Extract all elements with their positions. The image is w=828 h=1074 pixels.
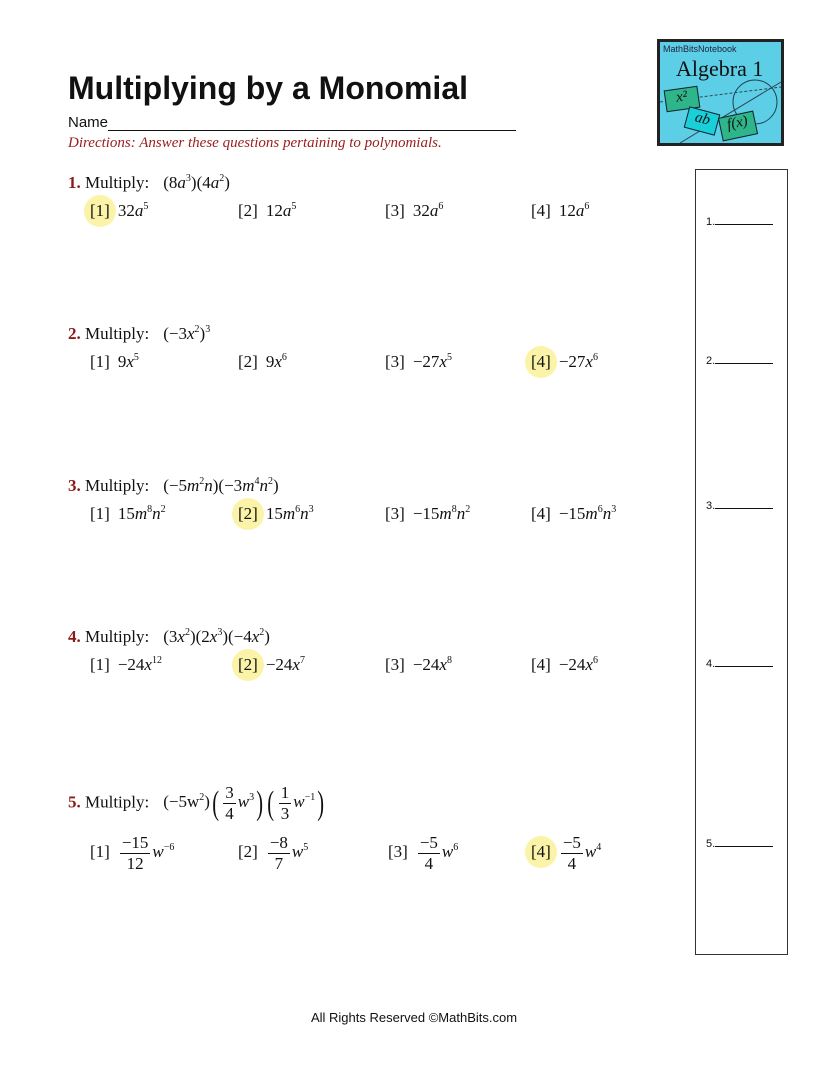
choice-expression [266, 201, 297, 220]
choice-expression [559, 833, 602, 873]
math-token: (−3 [163, 324, 187, 343]
answer-choice-3[interactable] [388, 833, 458, 874]
choice-label: [4] [531, 201, 551, 220]
math-token: 2 [259, 627, 265, 638]
math-token: ) [317, 784, 325, 822]
answer-choice-3[interactable] [385, 504, 470, 524]
math-token: x [585, 352, 593, 371]
math-token: w [441, 842, 454, 862]
fraction-part: 4 [225, 804, 234, 823]
math-token: 5 [446, 352, 452, 363]
fraction [268, 833, 290, 874]
answer-choice-4[interactable] [531, 201, 589, 221]
question-number: 2. [68, 324, 81, 343]
question-prompt: Multiply: [85, 792, 150, 812]
math-token: 3 [308, 504, 314, 515]
math-token: ) [204, 792, 210, 812]
fraction-part: 3 [225, 783, 234, 802]
choice-expression [118, 201, 149, 220]
math-token: x [439, 655, 447, 674]
answer-line[interactable] [715, 353, 773, 364]
math-token: x [251, 627, 260, 646]
algebra-1-logo [657, 39, 784, 146]
choice-expression [413, 201, 444, 220]
math-token: 15 [117, 504, 135, 523]
math-token: w [152, 842, 164, 862]
math-token: m [282, 504, 296, 523]
choice-expression [266, 504, 314, 523]
choice-label: [1] [90, 504, 110, 523]
choice-label: [3] [385, 352, 405, 371]
math-token: 12 [265, 201, 283, 220]
choice-label: [3] [385, 504, 405, 523]
directions: Directions: Answer these questions pertaining to polynomials. [68, 135, 442, 151]
math-token: 2 [199, 792, 205, 804]
question-expression [163, 476, 278, 495]
fraction-part: 4 [424, 854, 434, 873]
math-token: m [439, 504, 452, 523]
choice-expression [118, 655, 162, 674]
answer-choice-1[interactable] [90, 352, 139, 372]
math-token: −27 [412, 352, 440, 371]
name-label: Name [68, 114, 109, 131]
choice-expression [118, 504, 166, 523]
math-token: −6 [163, 842, 175, 854]
math-token: 5 [143, 201, 149, 212]
math-token: 8 [147, 504, 153, 515]
answer-slot[interactable] [706, 836, 773, 850]
math-token: m [186, 476, 200, 495]
choice-expression [559, 504, 616, 523]
math-token: )(2 [189, 627, 210, 646]
logo-tile: f(x) [718, 111, 758, 142]
choice-label: [3] [388, 842, 408, 862]
math-token: −15 [412, 504, 440, 523]
highlighted-choice-label: [4] [531, 352, 551, 371]
answer-choice-1[interactable] [90, 655, 162, 675]
math-token: 9 [265, 352, 275, 371]
math-token: 6 [295, 504, 301, 515]
math-token: 3 [611, 504, 617, 515]
math-token: 6 [453, 842, 459, 854]
question-5 [68, 783, 327, 824]
question-1 [68, 173, 230, 193]
fraction [223, 783, 236, 824]
math-token: a [429, 201, 439, 220]
answer-choice-1[interactable] [90, 833, 174, 874]
logo-tile: ab [684, 106, 721, 136]
math-token: 7 [299, 655, 305, 666]
fraction [279, 783, 292, 824]
fraction-part: −8 [269, 833, 288, 852]
math-token: x [292, 655, 300, 674]
footer-copyright: All Rights Reserved ©MathBits.com [310, 1010, 518, 1025]
math-token: n [300, 504, 309, 523]
choice-expression [266, 655, 305, 674]
math-token: 6 [438, 201, 444, 212]
math-token: ) [272, 476, 279, 495]
math-token: w [584, 842, 597, 862]
answer-number: 3. [706, 500, 716, 512]
math-token: −24 [117, 655, 145, 674]
choice-label: [4] [531, 504, 551, 523]
choice-label: [2] [238, 352, 258, 371]
question-expression [163, 783, 326, 823]
question-prompt: Multiply: [85, 173, 150, 192]
math-token: 4 [596, 842, 602, 854]
answer-box [695, 169, 788, 955]
math-token: 2 [465, 504, 471, 515]
math-token: −24 [412, 655, 440, 674]
math-token: 32 [117, 201, 135, 220]
fraction-part: 12 [126, 854, 144, 873]
question-expression [163, 173, 230, 192]
math-token: ) [199, 324, 206, 343]
math-token: 2 [160, 504, 166, 515]
choice-expression [559, 655, 598, 674]
math-token: x [186, 324, 195, 343]
answer-choice-2[interactable] [238, 504, 314, 524]
math-token: n [204, 476, 213, 495]
choice-expression [413, 655, 452, 674]
math-token: 6 [592, 655, 598, 666]
answer-choice-4[interactable] [531, 655, 598, 675]
answer-slot[interactable] [706, 498, 773, 512]
math-token: 5 [291, 201, 297, 212]
answer-choice-2[interactable] [238, 655, 305, 675]
math-token: 5 [133, 352, 139, 363]
math-token: 6 [597, 504, 603, 515]
math-token: 2 [184, 627, 190, 638]
answer-choice-1[interactable] [90, 201, 148, 221]
math-token: x [274, 352, 282, 371]
fraction [120, 833, 151, 874]
choice-expression [118, 833, 175, 873]
math-token: x [585, 655, 593, 674]
math-token: )(4 [190, 173, 211, 192]
math-token: −15 [558, 504, 586, 523]
answer-number: 4. [706, 658, 716, 670]
fraction-part: −15 [121, 833, 149, 852]
highlighted-choice-label: [2] [238, 504, 258, 523]
math-token: (3 [163, 627, 178, 646]
answer-choice-2[interactable] [238, 201, 296, 221]
question-number: 1. [68, 173, 81, 192]
math-token: 8 [451, 504, 457, 515]
math-token: (8 [163, 173, 178, 192]
math-token: (−5w [163, 792, 200, 812]
math-token: x [209, 627, 218, 646]
choice-label: [1] [90, 352, 110, 371]
fraction-part: 4 [567, 854, 577, 873]
math-token: −24 [558, 655, 586, 674]
math-token: m [585, 504, 598, 523]
answer-choice-3[interactable] [385, 352, 452, 372]
choice-label: [2] [238, 842, 258, 862]
math-token: 8 [446, 655, 452, 666]
math-token: n [152, 504, 161, 523]
answer-choice-4[interactable] [531, 352, 598, 372]
question-3 [68, 476, 279, 496]
question-number: 3. [68, 476, 81, 495]
math-token: a [177, 173, 186, 192]
math-token: 9 [117, 352, 127, 371]
question-2 [68, 324, 210, 344]
fraction-part: 1 [280, 783, 290, 802]
math-token: n [259, 476, 268, 495]
fraction-part: −5 [419, 833, 438, 852]
math-token: w [293, 792, 305, 812]
math-token: n [456, 504, 466, 523]
choice-expression [559, 352, 598, 371]
math-token: 3 [205, 324, 211, 335]
answer-number: 1. [706, 216, 716, 228]
page-title: Multiplying by a Monomial [68, 70, 468, 106]
highlighted-choice-label: [2] [238, 655, 258, 674]
answer-slot[interactable] [706, 353, 773, 367]
math-token: 6 [281, 352, 287, 363]
question-prompt: Multiply: [85, 627, 150, 646]
logo-subject: Algebra 1 [676, 56, 764, 81]
math-token: a [134, 201, 144, 220]
answer-choice-1[interactable] [90, 504, 166, 524]
math-token: x [439, 352, 447, 371]
answer-number: 2. [706, 355, 716, 367]
math-token: −1 [304, 792, 316, 804]
math-token: ) [256, 784, 264, 822]
math-token: 32 [412, 201, 430, 220]
math-token: 3 [185, 173, 191, 184]
choice-label: [4] [531, 655, 551, 674]
math-token: )(−3 [212, 476, 243, 495]
math-token: (−5 [163, 476, 187, 495]
answer-line[interactable] [715, 214, 773, 225]
math-token: 2 [219, 173, 225, 184]
answer-choice-3[interactable] [385, 655, 452, 675]
answer-line[interactable] [715, 498, 773, 509]
highlighted-choice-label: [1] [90, 201, 110, 220]
math-token: 12 [151, 655, 162, 666]
math-token: 15 [265, 504, 283, 523]
question-number: 4. [68, 627, 81, 646]
math-token: 12 [558, 201, 576, 220]
math-token: )(−4 [222, 627, 252, 646]
math-token: 6 [592, 352, 598, 363]
math-token: w [291, 842, 304, 862]
fraction [561, 833, 583, 874]
choice-label: [1] [90, 655, 110, 674]
math-token: ) [264, 627, 270, 646]
math-token: 2 [194, 324, 200, 335]
math-token: 4 [254, 476, 260, 487]
question-4 [68, 627, 270, 647]
question-expression [163, 324, 210, 343]
math-token: ( [267, 784, 275, 822]
choice-expression [266, 833, 309, 873]
choice-label: [3] [385, 201, 405, 220]
math-token: 3 [217, 627, 223, 638]
fraction [418, 833, 440, 874]
answer-choice-3[interactable] [385, 201, 443, 221]
math-token: m [134, 504, 148, 523]
math-token: x [126, 352, 134, 371]
math-token: w [237, 792, 250, 812]
math-token: x [144, 655, 152, 674]
fraction-part: −5 [562, 833, 581, 852]
question-expression [163, 627, 270, 646]
question-prompt: Multiply: [85, 476, 150, 495]
math-token: 3 [249, 792, 255, 804]
math-token: ) [224, 173, 230, 192]
choice-label: [3] [385, 655, 405, 674]
answer-choice-2[interactable] [238, 833, 308, 874]
answer-choice-2[interactable] [238, 352, 287, 372]
math-token: −24 [265, 655, 293, 674]
logo-tile: x² [664, 86, 701, 113]
choice-expression [266, 352, 287, 371]
math-token: 5 [303, 842, 309, 854]
fraction-part: 7 [274, 854, 284, 873]
logo-brand: MathBitsNotebook [663, 44, 737, 54]
math-token: a [575, 201, 585, 220]
choice-expression [559, 201, 590, 220]
name-field[interactable] [68, 114, 516, 131]
math-token: 6 [584, 201, 590, 212]
question-number: 5. [68, 792, 81, 812]
highlighted-choice-label: [4] [531, 842, 551, 862]
math-token: 2 [267, 476, 273, 487]
choice-expression [413, 504, 470, 523]
name-line[interactable] [108, 116, 516, 131]
answer-choice-4[interactable] [531, 833, 601, 874]
math-token: n [602, 504, 612, 523]
answer-slot[interactable] [706, 656, 773, 670]
math-token: −27 [558, 352, 586, 371]
math-token: m [242, 476, 255, 495]
answer-line[interactable] [715, 656, 773, 667]
answer-choice-4[interactable] [531, 504, 616, 524]
answer-number: 5. [706, 838, 716, 850]
choice-label: [1] [90, 842, 110, 862]
math-token: ( [212, 784, 219, 822]
choice-expression [416, 833, 459, 873]
answer-slot[interactable] [706, 214, 773, 228]
choice-expression [413, 352, 452, 371]
math-token: a [210, 173, 220, 192]
question-prompt: Multiply: [85, 324, 150, 343]
fraction-part: 3 [280, 804, 290, 823]
math-token: a [282, 201, 292, 220]
choice-label: [2] [238, 201, 258, 220]
math-token: x [177, 627, 185, 646]
choice-expression [118, 352, 139, 371]
math-token: 2 [199, 476, 205, 487]
answer-line[interactable] [715, 836, 773, 847]
